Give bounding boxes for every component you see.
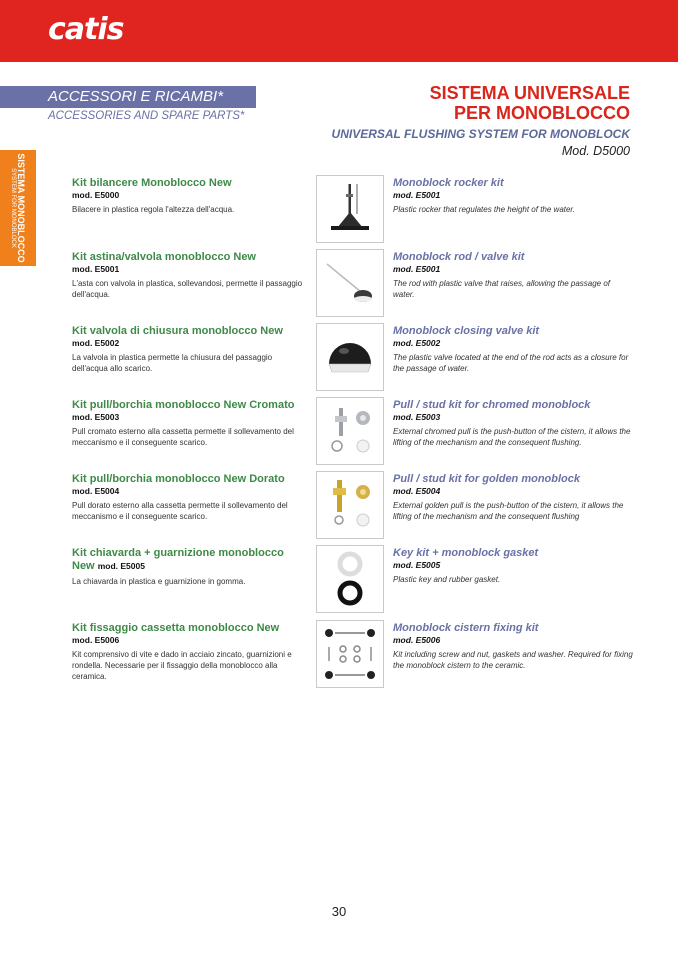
item-code-en: mod. E5005 (393, 560, 441, 570)
product-item (0, 399, 678, 469)
product-image (316, 620, 384, 688)
item-it-column (72, 547, 304, 587)
side-tab-line1: SISTEMA MONOBLOCCO (16, 153, 26, 263)
product-image (316, 471, 384, 539)
item-desc-en: Kit including screw and nut, gaskets and washer. Required for fixing the monoblock cistern to the ceramic. (393, 650, 633, 670)
item-title-it: Kit pull/borchia monoblocco New Cromato (72, 399, 295, 411)
closing-valve-icon (317, 324, 383, 390)
item-desc-en: External golden pull is the push-button of the cistern, it allows the lifting of the mechanism and the consequent flushing (393, 501, 624, 521)
item-code-it: mod. E5004 (72, 486, 120, 496)
product-image (316, 249, 384, 317)
item-desc-it: L'asta con valvola in plastica, sollevandosi, permette il passaggio dell'acqua. (72, 279, 303, 299)
item-en-column (393, 177, 633, 215)
item-desc-en: Plastic rocker that regulates the height of the water. (393, 205, 576, 214)
item-code-it: mod. E5003 (72, 412, 120, 422)
product-item (0, 473, 678, 543)
item-en-column (393, 325, 633, 374)
item-title-en: Key kit + monoblock gasket (393, 547, 539, 559)
gasket-icon (317, 546, 383, 612)
item-code-it: mod. E5000 (72, 190, 120, 200)
item-title-en: Monoblock rocker kit (393, 177, 504, 189)
item-code-it: mod. E5006 (72, 635, 120, 645)
item-en-column (393, 547, 633, 585)
item-title-it: Kit valvola di chiusura monoblocco New (72, 325, 283, 337)
item-desc-en: Plastic key and rubber gasket. (393, 575, 501, 584)
item-code-it: mod. E5001 (72, 264, 120, 274)
item-title-en: Pull / stud kit for golden monoblock (393, 473, 580, 485)
item-en-column (393, 622, 633, 671)
item-title-it: Kit astina/valvola monoblocco New (72, 251, 256, 263)
item-title-it-text: Kit chiavarda + guarnizione monoblocco New (72, 547, 284, 572)
item-code-en: mod. E5006 (393, 635, 441, 645)
item-title-it: Kit fissaggio cassetta monoblocco New (72, 622, 280, 634)
page-number: 30 (331, 904, 347, 919)
item-en-column (393, 473, 633, 522)
item-it-column (72, 473, 304, 522)
page-title-line1: SISTEMA UNIVERSALE (429, 83, 630, 103)
item-it-column (72, 399, 304, 448)
product-image (316, 397, 384, 465)
item-it-column (72, 251, 304, 300)
item-it-column (72, 177, 304, 215)
item-title-en: Monoblock rod / valve kit (393, 251, 525, 263)
item-desc-en: The plastic valve located at the end of the rod acts as a closure for the passage of water. (393, 353, 629, 373)
page-subtitle-en: UNIVERSAL FLUSHING SYSTEM FOR MONOBLOCK (331, 127, 630, 141)
product-image (316, 323, 384, 391)
top-brand-bar (0, 0, 678, 62)
rod-valve-icon (317, 250, 383, 316)
item-title-en: Monoblock cistern fixing kit (393, 622, 539, 634)
item-desc-en: The rod with plastic valve that raises, allowing the passage of water. (393, 279, 611, 299)
item-desc-it: Kit comprensivo di vite e dado in acciaio zincato, guarnizioni e rondella. Necessarie per il fissaggio della monoblocco alla ceramica. (72, 650, 292, 681)
product-item (0, 622, 678, 692)
item-code-en: mod. E5001 (393, 264, 441, 274)
gold-pull-icon (317, 472, 383, 538)
page-title-line2: PER MONOBLOCCO (453, 103, 630, 123)
product-image (316, 545, 384, 613)
item-title-en: Pull / stud kit for chromed monoblock (393, 399, 591, 411)
item-desc-it: La chiavarda in plastica e guarnizione in gomma. (72, 577, 246, 586)
item-code-it: mod. E5002 (72, 338, 120, 348)
item-title-it: Kit pull/borchia monoblocco New Dorato (72, 473, 285, 485)
item-desc-en: External chromed pull is the push-button of the cistern, it allows the lifting of the mechanism and the consequent flushing. (393, 427, 631, 447)
product-item (0, 325, 678, 395)
item-title-it (72, 547, 304, 573)
item-desc-it: Bilacere in plastica regola l'altezza dell'acqua. (72, 205, 235, 214)
item-code-en: mod. E5001 (393, 190, 441, 200)
product-item (0, 177, 678, 247)
product-image (316, 175, 384, 243)
item-code-en: mod. E5002 (393, 338, 441, 348)
rocker-icon (317, 176, 383, 242)
product-item (0, 251, 678, 321)
catis-logo: catis (48, 12, 124, 47)
item-code-en: mod. E5004 (393, 486, 441, 496)
item-en-column (393, 251, 633, 300)
item-it-column (72, 325, 304, 374)
item-desc-it: La valvola in plastica permette la chiusura del passaggio dell'acqua allo scarico. (72, 353, 273, 373)
chrome-pull-icon (317, 398, 383, 464)
section-title-it: ACCESSORI E RICAMBI* (48, 88, 224, 105)
item-en-column (393, 399, 633, 448)
product-item (0, 547, 678, 617)
item-code-en: mod. E5003 (393, 412, 441, 422)
fixing-kit-icon (317, 621, 383, 687)
item-code-it: mod. E5005 (97, 561, 145, 571)
item-it-column (72, 622, 304, 682)
item-desc-it: Pull cromato esterno alla cassetta permette il sollevamento del meccanismo e il conseguente scarico. (72, 427, 294, 447)
item-title-en: Monoblock closing valve kit (393, 325, 540, 337)
model-label: Mod. D5000 (561, 144, 630, 158)
side-tab-line2: SYSTEM FOR MONOBLOCK (10, 168, 16, 248)
item-desc-it: Pull dorato esterno alla cassetta permette il sollevamento del meccanismo e il conseguente scarico. (72, 501, 288, 521)
page-title (430, 83, 630, 123)
item-title-it: Kit bilancere Monoblocco New (72, 177, 232, 189)
section-title-en: ACCESSORIES AND SPARE PARTS* (48, 110, 245, 122)
